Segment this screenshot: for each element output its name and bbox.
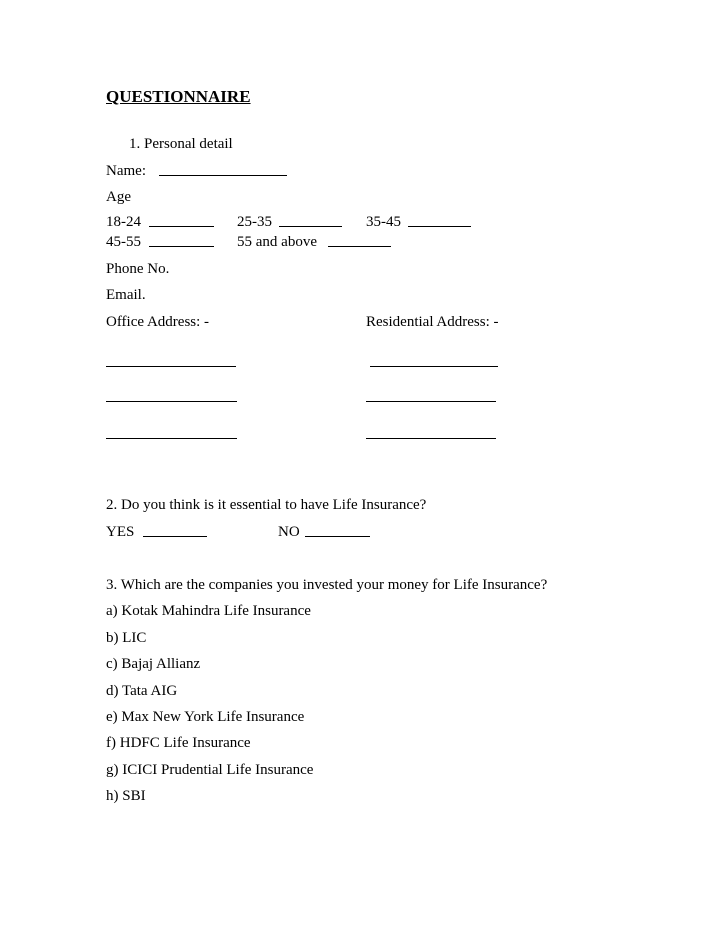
age-option-35-45: 35-45 bbox=[366, 214, 401, 230]
question-3-option: f) HDFC Life Insurance bbox=[106, 735, 251, 751]
office-address-line-2[interactable] bbox=[106, 401, 237, 402]
age-option-18-24: 18-24 bbox=[106, 214, 141, 230]
name-blank-line[interactable] bbox=[159, 175, 287, 176]
question-3-option: a) Kotak Mahindra Life Insurance bbox=[106, 603, 311, 619]
question-3-option: e) Max New York Life Insurance bbox=[106, 709, 305, 725]
age-label: Age bbox=[106, 189, 131, 205]
section-heading-personal-detail: 1. Personal detail bbox=[129, 136, 233, 152]
question-3-option: d) Tata AIG bbox=[106, 683, 178, 699]
document-title: QUESTIONNAIRE bbox=[106, 87, 251, 106]
email-label: Email. bbox=[106, 287, 146, 303]
residential-address-line-3[interactable] bbox=[366, 438, 496, 439]
phone-label: Phone No. bbox=[106, 261, 170, 277]
question-3-option: b) LIC bbox=[106, 630, 147, 646]
age-option-55-and-above: 55 and above bbox=[237, 234, 317, 250]
residential-address-label: Residential Address: - bbox=[366, 314, 499, 330]
question-2-no-blank[interactable] bbox=[305, 536, 370, 537]
question-2-option-no: NO bbox=[278, 524, 300, 540]
office-address-line-3[interactable] bbox=[106, 438, 237, 439]
age-blank-45-55[interactable] bbox=[149, 246, 214, 247]
question-3-option: g) ICICI Prudential Life Insurance bbox=[106, 762, 314, 778]
question-2-yes-blank[interactable] bbox=[143, 536, 207, 537]
age-blank-35-45[interactable] bbox=[408, 226, 471, 227]
office-address-label: Office Address: - bbox=[106, 314, 210, 330]
age-blank-25-35[interactable] bbox=[279, 226, 342, 227]
question-3-option: h) SBI bbox=[106, 788, 146, 804]
residential-address-line-1[interactable] bbox=[370, 366, 498, 367]
question-3-option: c) Bajaj Allianz bbox=[106, 656, 201, 672]
age-option-25-35: 25-35 bbox=[237, 214, 272, 230]
name-label: Name: bbox=[106, 163, 146, 179]
question-2-option-yes: YES bbox=[106, 524, 135, 540]
question-3-text: 3. Which are the companies you invested your money for Life Insurance? bbox=[106, 577, 548, 593]
residential-address-line-2[interactable] bbox=[366, 401, 496, 402]
office-address-line-1[interactable] bbox=[106, 366, 236, 367]
age-blank-55-and-above[interactable] bbox=[328, 246, 391, 247]
age-blank-18-24[interactable] bbox=[149, 226, 214, 227]
question-2-text: 2. Do you think is it essential to have Life Insurance? bbox=[106, 497, 427, 513]
age-option-45-55: 45-55 bbox=[106, 234, 141, 250]
